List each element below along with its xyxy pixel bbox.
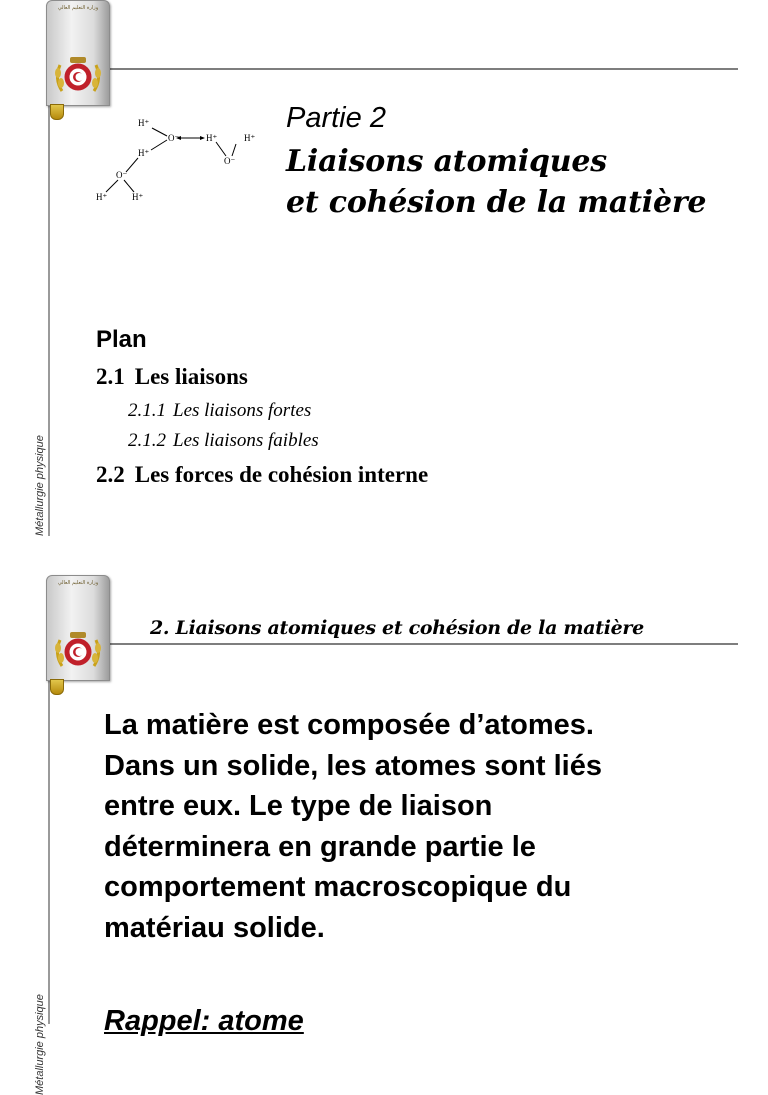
mol-h3: H⁺ [206, 133, 218, 143]
plan-item-2-1 [96, 364, 258, 390]
slide-header: 2. Liaisons atomiques et cohésion de la matière [150, 617, 644, 639]
mol-o3: O⁻ [116, 170, 128, 180]
plan-item-number: 2.1 [96, 364, 125, 389]
plan-item-label: Les liaisons [134, 364, 248, 389]
left-rule [48, 104, 50, 536]
emblem-tip [50, 679, 64, 695]
emblem-banner [46, 0, 110, 106]
top-rule [108, 68, 738, 70]
plan-item-number: 2.1.2 [128, 430, 166, 451]
side-label: Métallurgie physique [34, 994, 46, 1095]
top-rule [108, 643, 738, 645]
mol-h5: H⁺ [96, 192, 108, 202]
emblem-text: وزارة التعليم العالي [57, 5, 99, 11]
mol-h4: H⁺ [244, 133, 256, 143]
plan-item-label: Les liaisons faibles [173, 430, 319, 451]
slide-title-line2: et cohésion de la matière [286, 185, 707, 220]
emblem-logo-icon [48, 43, 108, 103]
plan-item-number: 2.2 [96, 462, 125, 487]
emblem-logo-icon [48, 618, 108, 678]
water-molecule-diagram [92, 110, 264, 210]
slide-2 [0, 575, 768, 1095]
plan-item-2-2 [96, 462, 438, 488]
plan-item-label: Les forces de cohésion interne [134, 462, 429, 487]
left-rule [48, 679, 50, 1024]
plan-item-label: Les liaisons fortes [173, 400, 312, 421]
plan-item-2-1-2 [128, 430, 326, 452]
mol-h1: H⁺ [138, 118, 150, 128]
slide-title-line1: Liaisons atomiques [286, 144, 607, 179]
rappel-heading: Rappel: atome [104, 1005, 304, 1037]
plan-item-number: 2.1.1 [128, 400, 166, 421]
emblem-banner [46, 575, 110, 681]
emblem-text: وزارة التعليم العالي [57, 580, 99, 586]
mol-o2: O⁻ [224, 156, 236, 166]
part-number: Partie 2 [286, 102, 386, 134]
plan-item-2-1-1 [128, 400, 318, 422]
plan-heading: Plan [96, 326, 147, 353]
emblem-tip [50, 104, 64, 120]
mol-h2: H⁺ [138, 148, 150, 158]
side-label: Métallurgie physique [34, 435, 46, 536]
mol-o1: O⁻ [168, 133, 180, 143]
mol-h6: H⁺ [132, 192, 144, 202]
body-paragraph: La matière est composée d’atomes. Dans un solide, les atomes sont liés entre eux. Le type de liaison déterminera en grande partie le comportement macroscopique du matériau solide. [104, 709, 602, 944]
